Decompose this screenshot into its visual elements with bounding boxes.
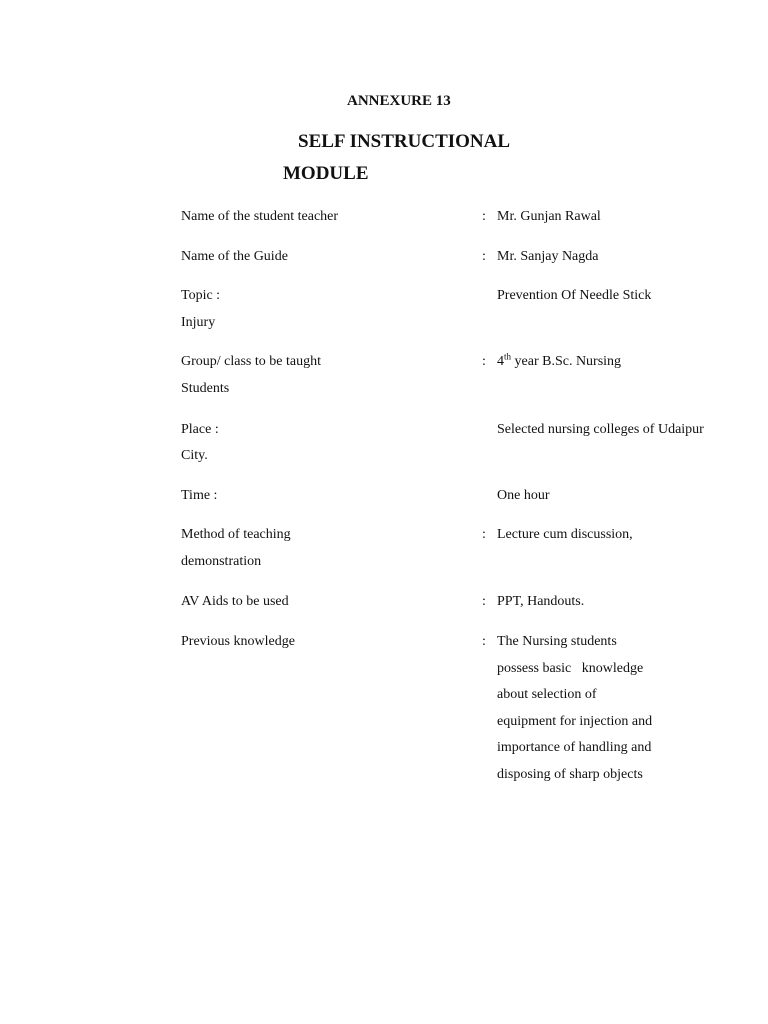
previous-knowledge-line-3: about selection of xyxy=(497,687,597,702)
group-class-colon: : xyxy=(482,354,486,369)
group-class-value xyxy=(497,351,622,370)
guide-value: Mr. Sanjay Nagda xyxy=(497,249,599,264)
group-class-label: Group/ class to be taught xyxy=(181,354,321,369)
previous-knowledge-line-2: possess basic knowledge xyxy=(497,661,644,676)
topic-label-continued: Injury xyxy=(181,315,216,330)
module-title-line2: MODULE xyxy=(283,163,369,184)
previous-knowledge-colon: : xyxy=(482,634,486,649)
place-label-continued: City. xyxy=(181,448,208,463)
student-teacher-value: Mr. Gunjan Rawal xyxy=(497,209,601,224)
previous-knowledge-line-4: equipment for injection and xyxy=(497,714,653,729)
previous-knowledge-label: Previous knowledge xyxy=(181,634,295,649)
method-colon: : xyxy=(482,527,486,542)
method-value: Lecture cum discussion, xyxy=(497,527,633,542)
place-value: Selected nursing colleges of Udaipur xyxy=(497,422,704,437)
previous-knowledge-line-5: importance of handling and xyxy=(497,740,652,755)
group-class-year-number: 4 xyxy=(497,354,504,369)
place-label: Place : xyxy=(181,422,219,437)
av-aids-colon: : xyxy=(482,594,486,609)
time-value: One hour xyxy=(497,488,550,503)
previous-knowledge-line-1: The Nursing students xyxy=(497,634,617,649)
previous-knowledge-line-6: disposing of sharp objects xyxy=(497,767,643,782)
method-label: Method of teaching xyxy=(181,527,291,542)
time-label: Time : xyxy=(181,488,218,503)
group-class-label-continued: Students xyxy=(181,381,230,396)
av-aids-label: AV Aids to be used xyxy=(181,594,289,609)
method-label-continued: demonstration xyxy=(181,554,262,569)
student-teacher-label: Name of the student teacher xyxy=(181,209,339,224)
group-class-year-suffix: th xyxy=(504,351,512,362)
group-class-year-rest: year B.Sc. Nursing xyxy=(511,354,622,369)
topic-label: Topic : xyxy=(181,288,221,303)
guide-label: Name of the Guide xyxy=(181,249,288,264)
annexure-heading: ANNEXURE 13 xyxy=(347,93,451,109)
guide-colon: : xyxy=(482,249,486,264)
student-teacher-colon: : xyxy=(482,209,486,224)
topic-value: Prevention Of Needle Stick xyxy=(497,288,652,303)
av-aids-value: PPT, Handouts. xyxy=(497,594,585,609)
module-title-line1: SELF INSTRUCTIONAL xyxy=(298,131,511,152)
